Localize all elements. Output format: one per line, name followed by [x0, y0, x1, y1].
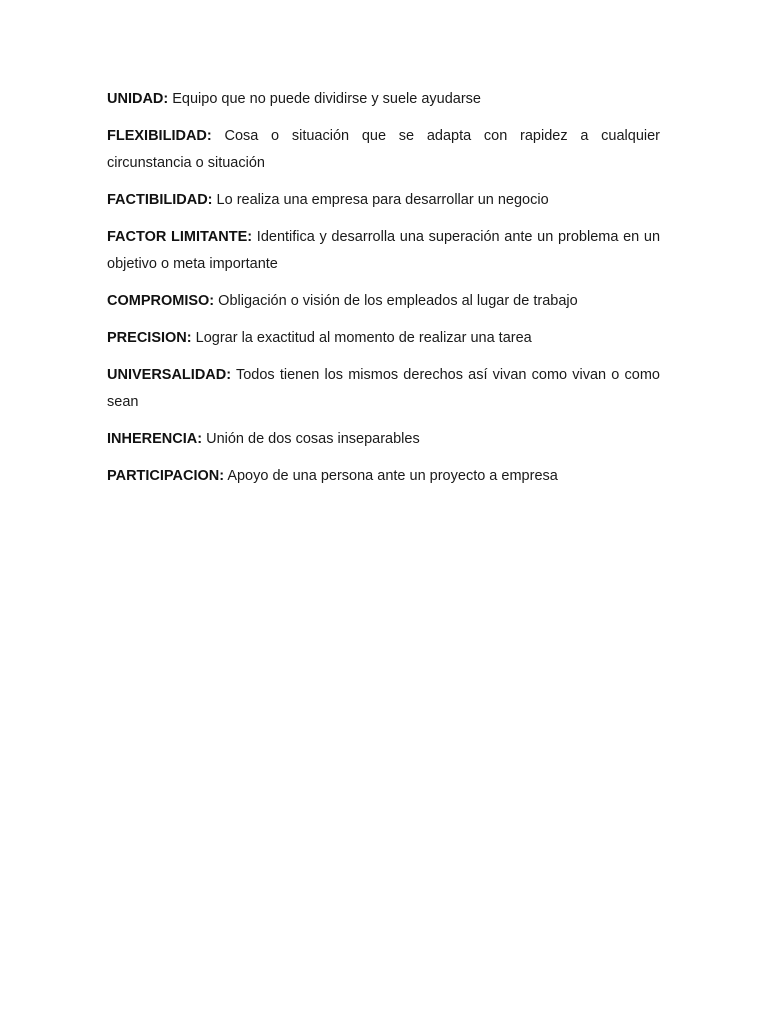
definition-text: Lograr la exactitud al momento de realizar una tarea: [195, 330, 532, 346]
definition-entry-factor-limitante: [107, 224, 660, 278]
definition-term: FACTIBILIDAD:: [107, 192, 213, 208]
definition-entry-factibilidad: [107, 187, 660, 214]
definition-text: Obligación o visión de los empleados al lugar de trabajo: [218, 293, 578, 309]
definition-text: Lo realiza una empresa para desarrollar un negocio: [216, 192, 549, 208]
definition-text: Apoyo de una persona ante un proyecto a empresa: [227, 468, 558, 484]
definition-text: Todos tienen los mismos derechos así vivan como vivan o como sean: [107, 367, 660, 410]
definition-term: PRECISION:: [107, 330, 192, 346]
definition-entry-compromiso: [107, 288, 660, 315]
definition-entry-inherencia: [107, 426, 660, 453]
definition-term: UNIVERSALIDAD:: [107, 367, 232, 383]
definition-term: PARTICIPACION:: [107, 468, 225, 484]
definition-term: COMPROMISO:: [107, 293, 215, 309]
definition-entry-universalidad: [107, 362, 660, 416]
definition-entry-flexibilidad: [107, 123, 660, 177]
definition-text: Unión de dos cosas inseparables: [206, 431, 420, 447]
definition-text: Equipo que no puede dividirse y suele ayudarse: [172, 91, 481, 107]
document-page: [107, 86, 660, 500]
definition-term: UNIDAD:: [107, 91, 169, 107]
definition-entry-precision: [107, 325, 660, 352]
definition-term: FACTOR LIMITANTE:: [107, 229, 253, 245]
definition-term: FLEXIBILIDAD:: [107, 128, 212, 144]
definition-text: Cosa o situación que se adapta con rapidez a cualquier circunstancia o situación: [107, 128, 660, 171]
definition-entry-unidad: [107, 86, 660, 113]
definition-term: INHERENCIA:: [107, 431, 203, 447]
definition-entry-participacion: [107, 463, 660, 490]
definition-text: Identifica y desarrolla una superación ante un problema en un objetivo o meta importante: [107, 229, 661, 272]
